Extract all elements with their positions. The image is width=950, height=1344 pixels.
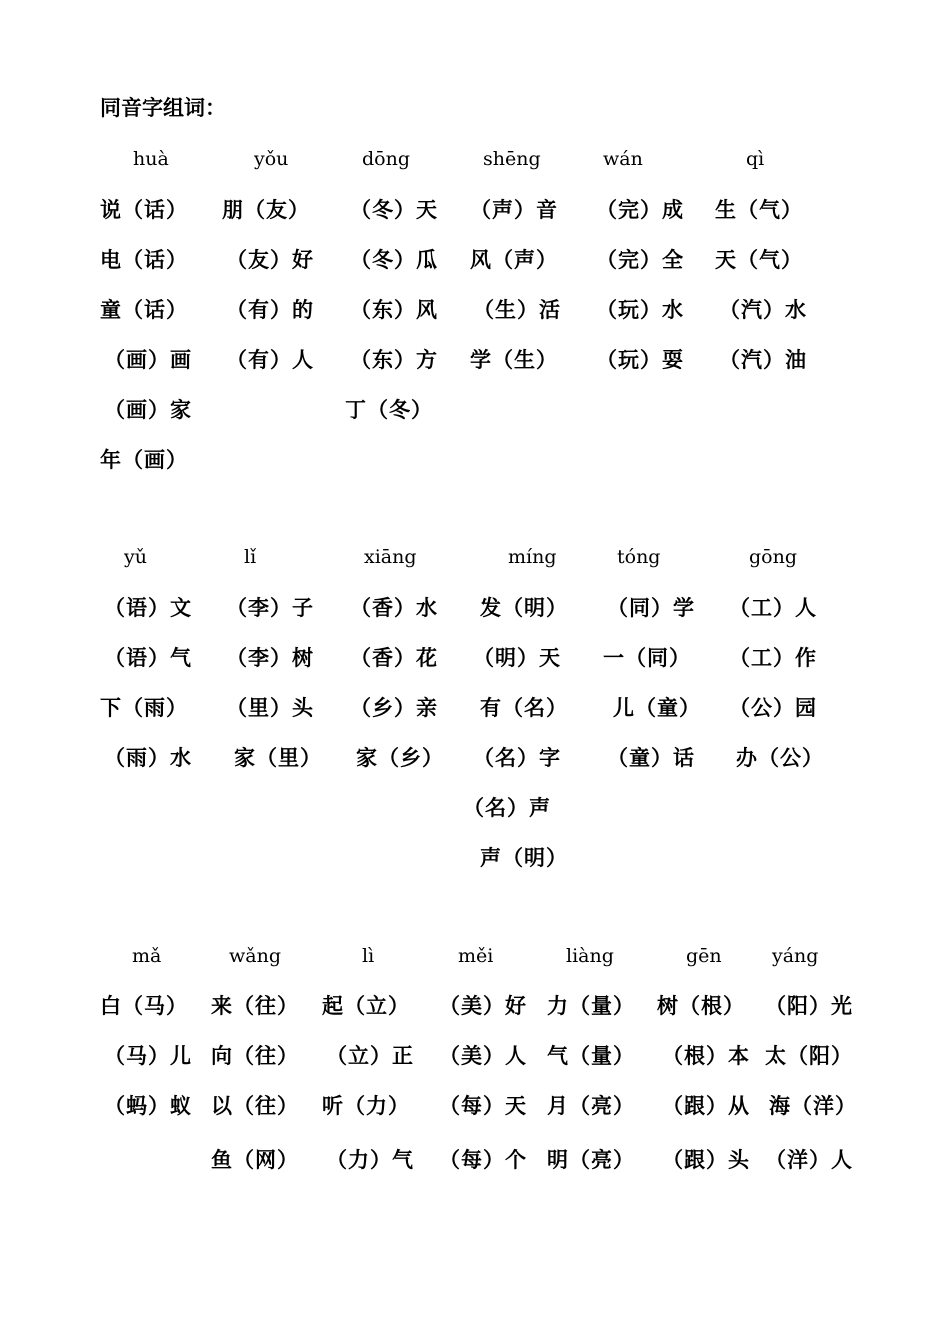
word-item: （公）园 [729, 696, 817, 720]
pinyin-label: xiāng [364, 546, 417, 568]
pinyin-label: qì [746, 148, 765, 170]
word-item: 生（气） [715, 198, 803, 222]
word-item: （里）头 [226, 696, 314, 720]
pinyin-label: míng [508, 546, 557, 568]
word-item: （香）花 [350, 646, 438, 670]
word-item: （香）水 [350, 596, 438, 620]
pinyin-label: gēn [686, 945, 722, 967]
word-item: （每）天 [439, 1094, 527, 1118]
word-item: （玩）水 [596, 298, 684, 322]
word-item: （美）人 [439, 1044, 527, 1068]
word-item: 有（名） [480, 696, 568, 720]
word-item: 月（亮） [547, 1094, 635, 1118]
pinyin-label: gōng [749, 546, 798, 568]
word-item: （工）作 [729, 646, 817, 670]
word-item: （完）成 [596, 198, 684, 222]
word-item: 说（话） [100, 198, 188, 222]
pinyin-label: wán [603, 148, 643, 170]
pinyin-label: wǎng [229, 945, 281, 967]
word-item: （根）本 [662, 1044, 750, 1068]
word-item: （童）话 [607, 746, 695, 770]
word-item: （美）好 [439, 994, 527, 1018]
word-item: 家（乡） [356, 746, 444, 770]
page-title: 同音字组词： [100, 96, 226, 120]
word-item: 朋（友） [222, 198, 310, 222]
word-item: （同）学 [607, 596, 695, 620]
word-item: （跟）从 [662, 1094, 750, 1118]
word-item: （马）儿 [104, 1044, 192, 1068]
word-item: （跟）头 [662, 1148, 750, 1172]
word-item: （语）气 [104, 646, 192, 670]
word-item: （阳）光 [765, 994, 853, 1018]
word-item: （冬）天 [350, 198, 438, 222]
word-item: （生）活 [473, 298, 561, 322]
word-item: （明）天 [473, 646, 561, 670]
word-item: 家（里） [234, 746, 322, 770]
word-item: 办（公） [736, 746, 824, 770]
word-item: 鱼（网） [211, 1148, 299, 1172]
word-item: （汽）水 [719, 298, 807, 322]
word-item: 力（量） [547, 994, 635, 1018]
word-item: （洋）人 [765, 1148, 853, 1172]
pinyin-label: mǎ [132, 945, 162, 967]
word-item: （立）正 [326, 1044, 414, 1068]
word-item: 明（亮） [547, 1148, 635, 1172]
word-item: 电（话） [100, 248, 188, 272]
word-item: 太（阳） [765, 1044, 853, 1068]
word-item: （画）画 [104, 348, 192, 372]
word-item: （名）字 [473, 746, 561, 770]
word-item: （汽）油 [719, 348, 807, 372]
pinyin-label: yǒu [254, 148, 289, 170]
word-item: （每）个 [439, 1148, 527, 1172]
word-item: （声）音 [470, 198, 558, 222]
word-item: （东）方 [350, 348, 438, 372]
word-item: （李）子 [226, 596, 314, 620]
word-item: （乡）亲 [350, 696, 438, 720]
word-item: 童（话） [100, 298, 188, 322]
word-item: 年（画） [100, 448, 188, 472]
word-item: 起（立） [322, 994, 410, 1018]
word-item: （有）的 [226, 298, 314, 322]
word-item: 听（力） [322, 1094, 410, 1118]
pinyin-label: yáng [772, 945, 819, 967]
word-item: （名）声 [463, 796, 551, 820]
word-item: 向（往） [211, 1044, 299, 1068]
word-item: 海（洋） [769, 1094, 857, 1118]
word-item: 发（明） [480, 596, 568, 620]
word-item: （完）全 [596, 248, 684, 272]
pinyin-label: liàng [566, 945, 614, 967]
word-item: （有）人 [226, 348, 314, 372]
word-item: 声（明） [480, 846, 568, 870]
word-item: 丁（冬） [345, 398, 433, 422]
word-item: 学（生） [470, 348, 558, 372]
pinyin-label: yǔ [124, 546, 147, 568]
pinyin-label: dōng [362, 148, 411, 170]
word-item: 气（量） [547, 1044, 635, 1068]
pinyin-label: lì [362, 945, 375, 967]
word-item: 来（往） [211, 994, 299, 1018]
word-item: （语）文 [104, 596, 192, 620]
word-item: 天（气） [715, 248, 803, 272]
word-item: 白（马） [100, 994, 188, 1018]
pinyin-label: tóng [617, 546, 661, 568]
word-item: （玩）耍 [596, 348, 684, 372]
word-item: （冬）瓜 [350, 248, 438, 272]
pinyin-label: shēng [483, 148, 541, 170]
pinyin-label: měi [458, 945, 494, 967]
word-item: 树（根） [657, 994, 745, 1018]
word-item: （工）人 [729, 596, 817, 620]
word-item: （画）家 [104, 398, 192, 422]
word-item: （雨）水 [104, 746, 192, 770]
word-item: （友）好 [226, 248, 314, 272]
word-item: （蚂）蚁 [104, 1094, 192, 1118]
word-item: （力）气 [326, 1148, 414, 1172]
word-item: （东）风 [350, 298, 438, 322]
word-item: 下（雨） [100, 696, 188, 720]
pinyin-label: huà [133, 148, 169, 170]
pinyin-label: lǐ [244, 546, 257, 568]
word-item: 风（声） [470, 248, 558, 272]
word-item: 一（同） [603, 646, 691, 670]
word-item: 儿（童） [613, 696, 701, 720]
word-item: 以（往） [211, 1094, 299, 1118]
word-item: （李）树 [226, 646, 314, 670]
